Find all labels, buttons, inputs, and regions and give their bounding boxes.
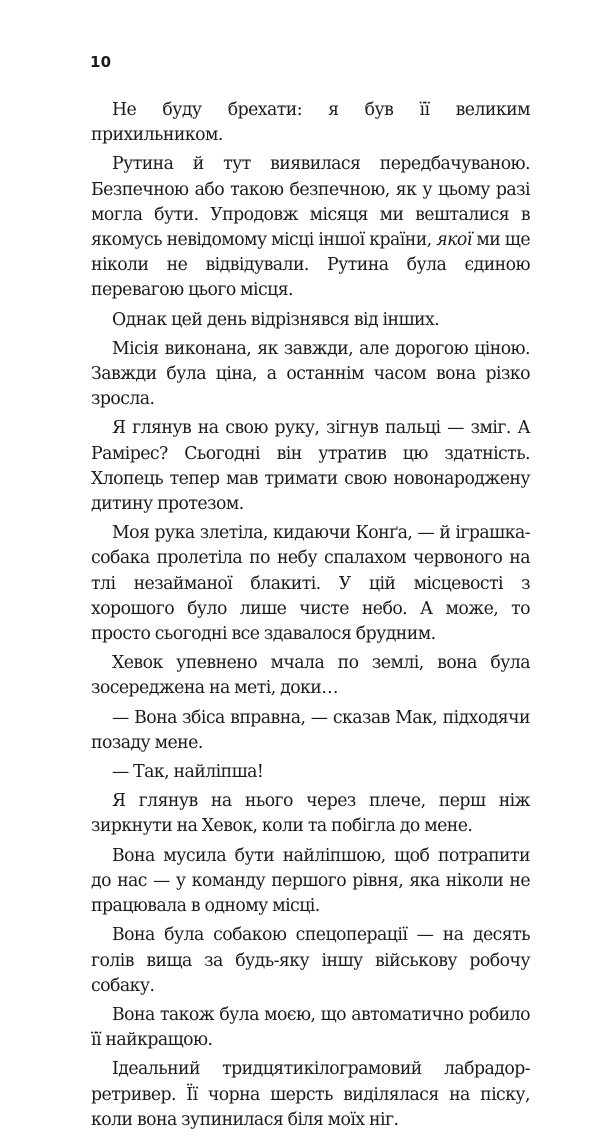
paragraph-11: Вона мусила бути найліпшою, щоб потрапити до нас — у команду першого рівня, яка ніколи не працювала в одному місці.	[91, 845, 530, 917]
paragraph-2-part-2: ми ще ніколи не відвідували. Рутина була єдиною перевагою цього місця.	[91, 230, 530, 301]
paragraph-9: — Так, найліпша!	[112, 762, 264, 783]
paragraph-10: Я глянув на нього через плече, перш ніж зиркнути на Хевок, коли та побігла до мене.	[91, 791, 530, 837]
paragraph-1: Не буду брехати: я був її великим прихильником.	[91, 100, 530, 146]
paragraph-8: — Вона збіса вправна, — сказав Мак, підходячи позаду мене.	[91, 707, 530, 753]
body-text	[91, 98, 530, 1137]
paragraph-7: Хевок упевнено мчала по землі, вона була зосереджена на меті, доки…	[91, 653, 530, 699]
paragraph-5: Я глянув на свою руку, зігнув пальці — зміг. А Рамірес? Сьогодні він утратив цю здатність. Хлопець тепер мав тримати свою новонароджену дитину протезом.	[91, 418, 530, 515]
page-number: 10	[90, 53, 112, 71]
paragraph-2-emphasis: якої	[436, 230, 472, 251]
paragraph-2-part-1: Рутина й тут виявилася передбачуваною. Безпечною або такою безпечною, як у цьому разі могла бути. Упродовж місяця ми вешталися в якомусь невідомому місці іншої країни,	[91, 154, 530, 251]
paragraph-4: Місія виконана, як завжди, але дорогою ціною. Завжди була ціна, а останнім часом вона різко зросла.	[91, 338, 530, 410]
paragraph-13: Вона також була моєю, що автоматично робило її найкращою.	[91, 1004, 530, 1051]
paragraph-14: Ідеальний тридцятикілограмовий лабрадор-ретривер. Її чорна шерсть виділялася на піску, коли вона зупинилася біля моїх ніг.	[91, 1059, 530, 1130]
paragraph-6: Моя рука злетіла, кидаючи Конґа, — й іграшка-собака пролетіла по небу спалахом червоного на тлі незайманої блакиті. У цій місцевості з хорошого було лише чисте небо. А може, то просто сьогодні все здавалося брудним.	[91, 523, 530, 645]
paragraph-2	[91, 152, 530, 303]
paragraph-12: Вона була собакою спецоперації — на десять голів вища за будь-яку іншу військову робочу собаку.	[91, 925, 530, 996]
paragraph-3: Однак цей день відрізнявся від інших.	[112, 309, 440, 330]
